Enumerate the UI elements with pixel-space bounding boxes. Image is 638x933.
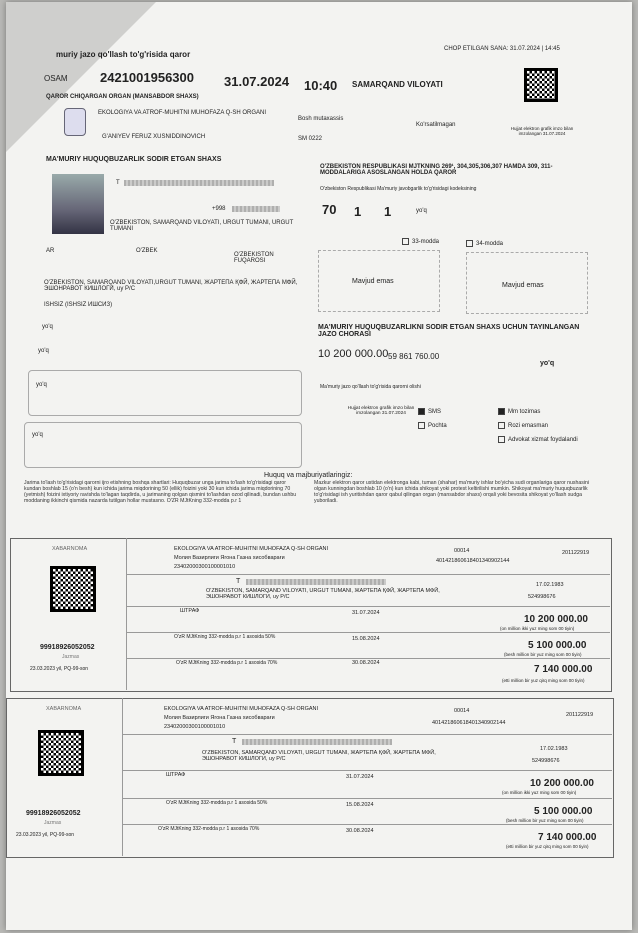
notice-1-label: XABARNOMA [52,546,88,552]
offender-work-address: O'ZBEKISTON, SAMARQAND VILOYATI,URGUT TUMANI, ЖАРТЕПА ҚФЙ, ЖАРТЕПА МФЙ, ЭШОНРАВОТ КИШЛОГИ, uy P/C [44,280,298,292]
region: SAMARQAND VILOYATI [352,80,443,89]
notice-1-bank: Молия Вазирлиги Ягона Газна хисобварағи [174,555,285,561]
decision-time: 10:40 [304,78,338,93]
field-box-3 [28,370,302,416]
notice-1-row3-words: (etti million bir yuz qirq ming som 00 tiyin) [502,678,585,683]
decision-number: 2421001956300 [100,70,194,85]
notice-1-rule-1 [126,574,610,575]
delivery-label: Ma'muriy jazo qo'llash to'g'risida qarorni olishi [320,384,421,390]
offender-field-1: yo'q [42,324,53,330]
article-code-label: O'zbekiston Respublikasi Ma'muriy javobgarlik to'g'risidagi kodeksining [320,186,477,192]
notice-2-amount-words: (on million ikki yuz ming som 00 tiyin) [502,790,577,795]
redacted-phone [232,206,280,212]
officer-rank: Ko'rsatilmagan [416,122,456,128]
notice-2-payer-address: O'ZBEKISTON, SAMARQAND VILOYATI, URGUT TUMANI, ЖАРТЕПА ҚФЙ, ЖАРТЕПА МФЙ, ЭШОНРАВОТ КИШЛОГИ, uy P/C [202,750,436,762]
agree-rozi [498,422,548,429]
checkbox-pochta-icon[interactable] [418,422,425,429]
rights-heading: Huquq va majburiyatlaringiz: [264,472,353,479]
document-title: muriy jazo qo'llash to'g'risida qaror [56,50,191,59]
notice-2-rule-3 [122,798,612,799]
notice-2-organ: EKOLOGIYA VA ATROF-MUHITNI MUHOFAZA Q-SH ORGANI [164,706,319,712]
notice-2-divider [122,698,123,856]
notice-1-date-note: 23.03.2023 yil, PQ-99-son [30,666,89,672]
offender-gender: AR [46,248,55,254]
article-number: 70 [322,202,337,217]
notice-1-birth-date: 17.02.1983 [536,582,564,588]
notice-2-row3-words: (etti million bir yuz qirq ming som 00 tiyin) [506,844,589,849]
officer-position: Bosh mutaxassis [298,116,344,122]
checkbox-33-icon[interactable] [402,238,409,245]
notice-1-redacted-payer [246,579,386,585]
checkbox-rozi-icon[interactable] [498,422,505,429]
penalty-amount-2: 59 861 760.00 [388,352,440,361]
officer-badge: SM 0222 [298,136,323,142]
offender-address: O'ZBEKISTON, SAMARQAND VILOYATI, URGUT TUMANI, URGUT TUMANI [110,220,294,232]
article-point: 1 [384,204,392,219]
organ-name: EKOLOGIYA VA ATROF-MUHITNI MUHOFAZA Q-SH ORGANI [98,110,267,116]
notice-1-payer: T [236,578,241,585]
rights-left-text: Jarima to'lash to'g'risidagi qarorni ijro etishning boshqa shartlari: Huquqbuzar unga jarima to'lash to'g'risidagi qaror kundan boshlab 15 (o'n besh) kun ichida jarima miqdorining 50 (ellik) foizini yoki 30 kun ichida jarima miqdorining 70 (yetmish) foizini ixtiyoriy ravishda to'lagan taqdirda, u jarimaning qolgan qismini to'lashdan ozod qilinadi, bundan ushbu moddaning ikkinchi qismida nazarda tutilgan hollar mustasno. O'ZR MJtKning 332-modda p.r 1 [24,480,297,504]
notice-2-payer: T [232,738,237,745]
evidence-2: Mavjud emas [502,282,544,289]
article-part: 1 [354,204,362,219]
offender-citizenship: O'ZBEK [136,248,158,254]
notice-1-bank-code: 00014 [454,548,470,554]
notice-1-qr-icon [50,566,96,612]
advokat-label: Advokat xizmat foydalandi [508,437,578,444]
notice-1-rule-2 [126,606,610,607]
penalty-amount: 10 200 000.00 [318,348,389,360]
notice-2-row2: O'zR MJtKning 332-modda p.r 1 asosida 50% [166,800,268,806]
notice-1-code-label: Jazmas [62,654,80,660]
offender-field-2: yo'q [38,348,49,354]
notice-2-qr-icon [38,730,84,776]
notice-2-code-label: Jazmas [44,820,62,826]
print-date: CHOP ETILGAN SANA: 31.07.2024 | 14:45 [444,46,560,52]
notice-2-stir: 201122919 [566,712,594,718]
qr-code-icon [524,68,558,102]
penalty-heading: MA'MURIY HUQUQBUZARLIKNI SODIR ETGAN SHAXS UCHUN TAYINLANGAN JAZO CHORASI [318,324,580,338]
agree-mm [498,408,540,415]
notice-1-treasury: 401421860618401340902144 [436,558,510,564]
notice-1-organ: EKOLOGIYA VA ATROF-MUHITNI MUHOFAZA Q-SH ORGANI [174,546,329,552]
notice-1-amount: 10 200 000.00 [524,614,588,625]
checkbox-advokat-icon[interactable] [498,436,505,443]
notice-2-payment-type: ШТРАФ [166,772,186,778]
notice-1-payment-type: ШТРАФ [180,608,200,614]
notice-2-redacted-payer [242,739,392,745]
agree-advokat [498,436,578,443]
notice-2-row2-date: 15.08.2024 [346,802,374,808]
notice-2-amount: 10 200 000.00 [530,778,594,789]
notice-2-bank-code: 00014 [454,708,470,714]
offender-photo [52,174,104,234]
notice-1-amount-words: (on million ikki yuz ming som 00 tiyin) [500,626,575,631]
notice-2-row2-words: (besh million bir yuz ming som 00 tiyin) [506,818,584,823]
notice-2-date-note: 23.03.2023 yil, PQ-99-son [16,832,75,838]
notice-1-code: 99918926052052 [40,644,95,651]
pochta-label: Pochta [428,423,447,430]
notice-2-rule-4 [122,824,612,825]
notice-1-row3-date: 30.08.2024 [352,660,380,666]
offender-country: O'ZBEKISTON FUQAROSI [234,252,274,264]
offender-workplace: ISHSIZ (ISHSIZ ИШСИЗ) [44,302,113,308]
notice-1-payer-stir: 524998676 [528,594,556,600]
notice-2-payer-stir: 524998676 [532,758,560,764]
notice-1-account: 23402000300100001010 [174,564,236,570]
notice-1-rule-4 [126,658,610,659]
signature-note: Hujjat elektron grafik imzo bilan imzolangan 31.07.2024 [510,126,574,136]
notice-1-stir: 201122919 [562,550,590,556]
option-34-label: 34-modda [476,241,504,248]
option-33-label: 33-modda [412,239,440,246]
notice-2-rule-1 [122,734,612,735]
sms-label: SMS [428,409,442,416]
article-extra: yo'q [416,208,427,214]
penalty-other: yo'q [540,360,555,367]
checkbox-mm-icon[interactable] [498,408,505,415]
field-box-4 [24,422,302,468]
emblem-icon [64,108,86,136]
checkbox-34-icon[interactable] [466,240,473,247]
document-sheet [6,2,632,930]
notice-2 [6,698,614,858]
offender-phone: +998 [212,206,226,212]
notice-2-row3: O'zR MJtKning 332-modda p.r 1 asosida 70% [158,826,260,832]
notice-2-row3-date: 30.08.2024 [346,828,374,834]
notice-2-label: XABARNOMA [46,706,82,712]
delivery-pochta [418,422,447,429]
delivery-sms [418,408,441,415]
notice-1-payer-address: O'ZBEKISTON, SAMARQAND VILOYATI, URGUT TUMANI, ЖАРТЕПА ҚФЙ, ЖАРТЕПА МФЙ, ЭШОНРАВОТ КИШЛОГИ, uy P/C [206,588,440,600]
offender-field-3: yo'q [36,382,47,388]
article-heading: O'ZBEKISTON RESPUBLIKASI MJTKNING 269¹, 304,305,306,307 HAMDA 309, 311-MODDALARIGA ASOSLANGAN HOLDA QAROR [320,164,553,176]
checkbox-sms-icon[interactable] [418,408,425,415]
notice-1-rule-3 [126,632,610,633]
notice-2-account: 23402000300100001010 [164,724,226,730]
series: OSAM [44,74,68,83]
notice-1-divider [126,538,127,690]
redacted-name [124,180,274,186]
rights-right-text: Mazkur elektron qaror ustidan elektronga kabi, tuman (shahar) ma'muriy ishlar bo'yicha sudi organlariga qaror nushasini olgan kunningdan boshlab 10 (o'n) kun ichida shikoyat yoki protest keltirilishi mumkin. Shikoyat ma'muriy huquqbuzarlik to'g'risidagi ish yuritishdan qaror qabul qilingan organ (mansabdor shaxs) orqali yoki bevosita shikoyat yo'llash sudga yuboriladi. [314,480,590,504]
notice-2-birth-date: 17.02.1983 [540,746,568,752]
rozi-label: Rozi emasman [508,423,549,430]
notice-1-row3-amount: 7 140 000.00 [534,664,593,675]
notice-1-row2: O'zR MJtKning 332-modda p.r 1 asosida 50% [174,634,276,640]
notice-1-row2-words: (besh million bir yuz ming som 00 tiyin) [504,652,582,657]
notice-2-bank: Молия Вазирлиги Ягона Газна хисобварағи [164,715,275,721]
notice-2-row2-amount: 5 100 000.00 [534,806,593,817]
officer-name: G'ANIYEV FERUZ XUSNIDDINOVICH [102,134,206,140]
decision-date: 31.07.2024 [224,74,290,89]
notice-1-row3: O'zR MJtKning 332-modda p.r 1 asosida 70% [176,660,278,666]
offender-heading: MA'MURIY HUQUQBUZARLIK SODIR ETGAN SHAXS [46,156,222,163]
notice-2-row3-amount: 7 140 000.00 [538,832,597,843]
notice-2-treasury: 401421860618401340902144 [432,720,506,726]
evidence-1: Mavjud emas [352,278,394,285]
option-33 [402,238,439,245]
notice-1-decision-date: 31.07.2024 [352,610,380,616]
organ-heading: QAROR CHIQARGAN ORGAN (MANSABDOR SHAXS) [46,94,199,100]
notice-1 [10,538,612,692]
notice-2-rule-2 [122,770,612,771]
notice-1-row2-amount: 5 100 000.00 [528,640,587,651]
notice-2-decision-date: 31.07.2024 [346,774,374,780]
offender-name: T [116,180,120,186]
option-34 [466,240,503,247]
offender-field-4: yo'q [32,432,43,438]
notice-1-row2-date: 15.08.2024 [352,636,380,642]
notice-2-code: 99918926052052 [26,810,81,817]
mm-label: Mm tozimas [508,409,541,416]
penalty-sign-note: Hujjat elektron grafik imzo bilan imzolangan 31.07.2024 [347,406,415,416]
